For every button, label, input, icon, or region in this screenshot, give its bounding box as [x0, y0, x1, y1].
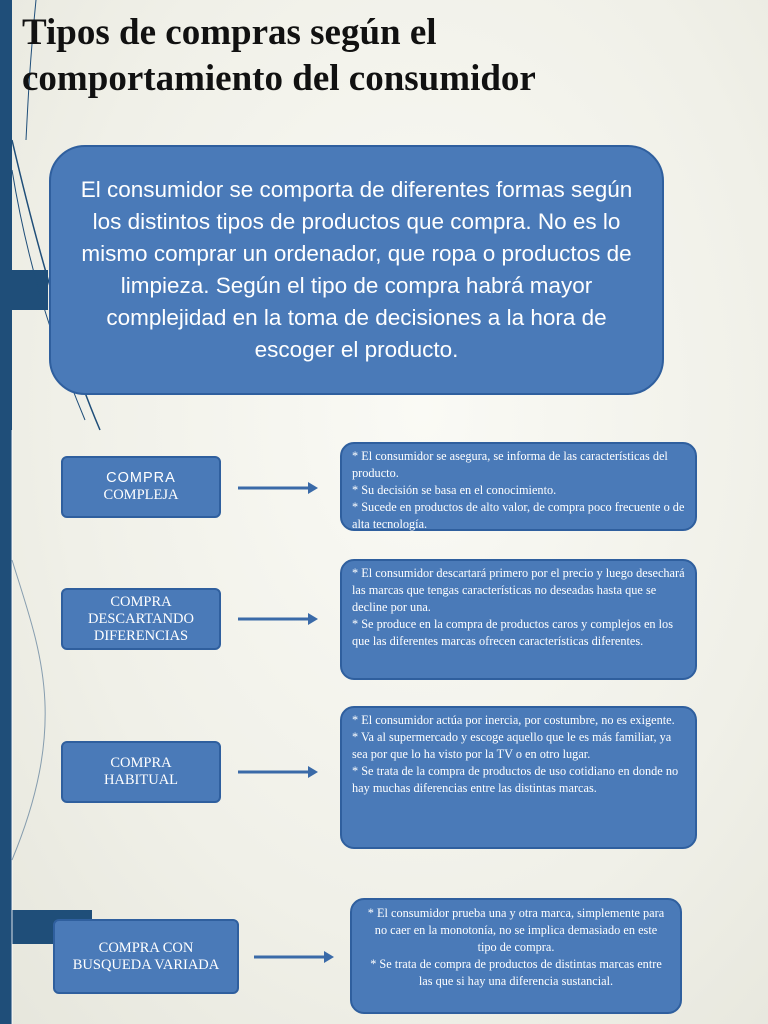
intro-box	[49, 145, 664, 395]
label-line: DIFERENCIAS	[93, 627, 189, 644]
intro-text: El consumidor se comporta de diferentes formas según los distintos tipos de productos que compra. No es lo mismo comprar un ordenador, que ropa o productos de limpieza. Según el tipo de compra habrá mayor complejidad en la toma de decisiones a la hora de escoger el producto.	[80, 177, 633, 362]
description-line: * El consumidor actúa por inercia, por costumbre, no es exigente.	[352, 713, 675, 727]
description-line: * Su decisión se basa en el conocimiento.	[352, 483, 557, 497]
description-line: * Sucede en productos de alto valor, de compra poco frecuente o de alta tecnología.	[352, 500, 685, 531]
label-line: COMPRA	[106, 470, 176, 486]
label-compra-compleja	[61, 456, 221, 518]
page-title	[22, 10, 722, 102]
description-line: * El consumidor descartará primero por el precio y luego desechará las marcas que tengas características no deseadas hasta que se decline por una.	[352, 566, 685, 614]
label-line: HABITUAL	[103, 772, 179, 788]
description-line: * Se produce en la compra de productos caros y complejos en los que las diferentes marcas ofrecen características diferentes.	[352, 617, 673, 648]
arrow-right-icon	[254, 949, 336, 965]
description-compra-con-busqueda-variada	[350, 898, 682, 1014]
label-line: BUSQUEDA VARIADA	[72, 956, 220, 973]
title-line-2: comportamiento del consumidor	[22, 58, 536, 99]
label-line: COMPRA CON	[98, 939, 194, 956]
description-line: * Se trata de compra de productos de distintas marcas entre las que si hay una diferencia sustancial.	[370, 957, 662, 988]
label-compra-con-busqueda-variada	[53, 919, 239, 994]
arrow-right-icon	[238, 764, 320, 780]
title-line-1: Tipos de compras según el	[22, 12, 437, 53]
label-line: COMPRA	[110, 593, 172, 610]
label-line: COMPRA	[110, 755, 172, 771]
arrow-right-icon	[238, 480, 320, 496]
description-line: * El consumidor prueba una y otra marca, simplemente para no caer en la monotonía, no se implica demasiado en este tipo de compra.	[367, 906, 665, 954]
description-compra-descartando-diferencias	[340, 559, 697, 680]
arrow-right-icon	[238, 611, 320, 627]
description-line: * Va al supermercado y escoge aquello que le es más familiar, ya sea por que lo ha visto por la TV o en otro lugar.	[352, 730, 672, 761]
description-line: * Se trata de la compra de productos de uso cotidiano en donde no hay muchas diferencias entre las distintas marcas.	[352, 764, 679, 795]
label-compra-descartando-diferencias	[61, 588, 221, 650]
label-compra-habitual	[61, 741, 221, 803]
description-compra-habitual	[340, 706, 697, 849]
label-line: DESCARTANDO	[88, 610, 194, 627]
description-compra-compleja	[340, 442, 697, 531]
description-line: * El consumidor se asegura, se informa de las características del producto.	[352, 449, 668, 480]
label-line: COMPLEJA	[103, 487, 179, 503]
